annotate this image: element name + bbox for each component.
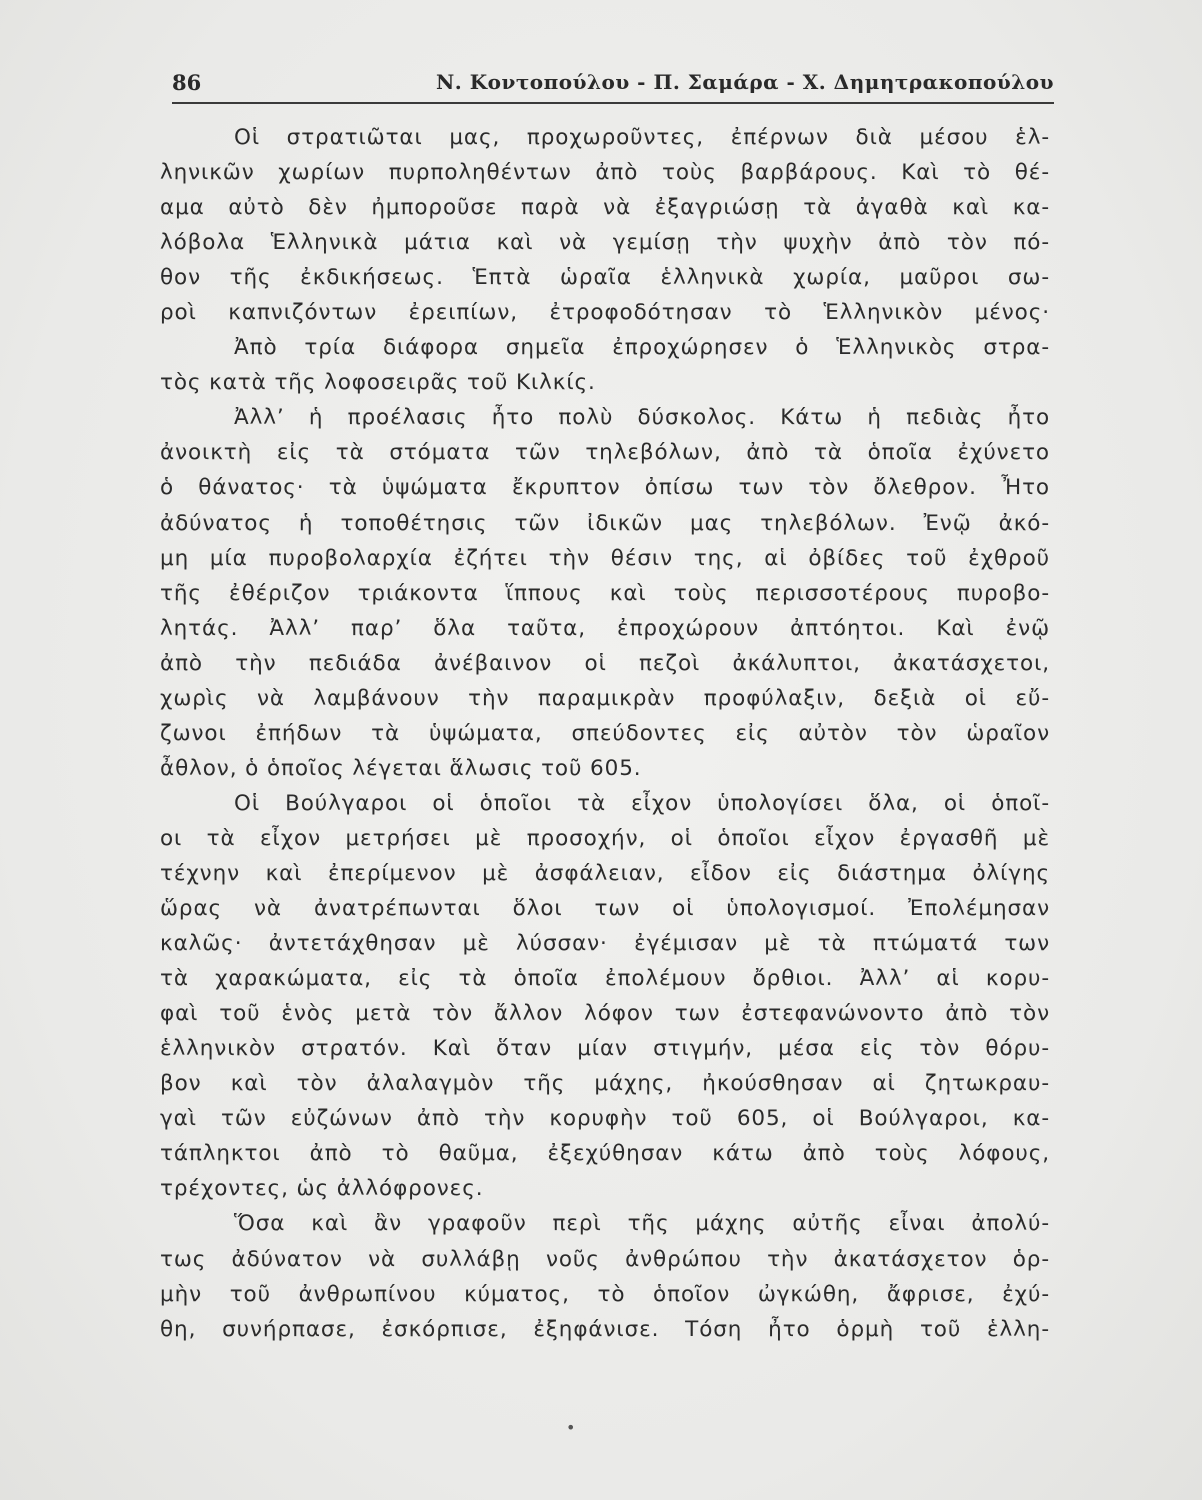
text-line: τρέχοντες, ὡς ἀλλόφρονες.: [160, 1176, 484, 1202]
text-line: ἀνοικτὴ εἰς τὰ στόματα τῶν τηλεβόλων, ἀπὸ τὰ ὁποῖα ἐχύνετο: [160, 440, 1050, 466]
page-number: 86: [172, 70, 202, 95]
text-line: τως ἀδύνατον νὰ συλλάβῃ νοῦς ἀνθρώπου τὴν ἀκατάσχετον ὁρ-: [160, 1246, 1050, 1272]
text-line: γαὶ τῶν εὐζώνων ἀπὸ τὴν κορυφὴν τοῦ 605, οἱ Βούλγαροι, κα-: [160, 1106, 1050, 1132]
text-line: μη μία πυροβολαρχία ἐζήτει τὴν θέσιν της, αἱ ὀβίδες τοῦ ἐχθροῦ: [160, 545, 1050, 571]
text-line: βον καὶ τὸν ἀλαλαγμὸν τῆς μάχης, ἠκούσθησαν αἱ ζητωκραυ-: [160, 1071, 1050, 1097]
text-line: λητάς. Ἀλλ’ παρ’ ὅλα ταῦτα, ἐπροχώρουν ἀπτόητοι. Καὶ ἐνῷ: [160, 615, 1050, 641]
text-line: ληνικῶν χωρίων πυρποληθέντων ἀπὸ τοὺς βαρβάρους. Καὶ τὸ θέ-: [160, 160, 1050, 186]
text-line: τέχνην καὶ ἐπερίμενον μὲ ἀσφάλειαν, εἶδον εἰς διάστημα ὀλίγης: [160, 860, 1050, 886]
text-line: φαὶ τοῦ ἑνὸς μετὰ τὸν ἄλλον λόφον των ἐστεφανώνοντο ἀπὸ τὸν: [160, 1001, 1050, 1027]
text-line: ροὶ καπνιζόντων ἐρειπίων, ἐτροφοδότησαν τὸ Ἑλληνικὸν μένος·: [160, 300, 1050, 326]
text-line: χωρὶς νὰ λαμβάνουν τὴν παραμικρὰν προφύλαξιν, δεξιὰ οἱ εὔ-: [160, 685, 1050, 711]
text-line: καλῶς· ἀντετάχθησαν μὲ λύσσαν· ἐγέμισαν μὲ τὰ πτώματά των: [160, 931, 1050, 957]
print-speck: •: [566, 1418, 576, 1437]
text-line: θη, συνήρπασε, ἐσκόρπισε, ἐξηφάνισε. Τόση ἦτο ὁρμὴ τοῦ ἑλλη-: [160, 1316, 1050, 1342]
text-line: ἀδύνατος ἡ τοποθέτησις τῶν ἰδικῶν μας τηλεβόλων. Ἐνῷ ἀκό-: [160, 510, 1050, 536]
text-line: λόβολα Ἑλληνικὰ μάτια καὶ νὰ γεμίσῃ τὴν ψυχὴν ἀπὸ τὸν πό-: [160, 230, 1050, 256]
text-line: τὰ χαρακώματα, εἰς τὰ ὁποῖα ἐπολέμουν ὄρθιοι. Ἀλλ’ αἱ κορυ-: [160, 966, 1050, 992]
text-line: θον τῆς ἐκδικήσεως. Ἑπτὰ ὡραῖα ἑλληνικὰ χωρία, μαῦροι σω-: [160, 265, 1050, 291]
text-line: ὁ θάνατος· τὰ ὑψώματα ἔκρυπτον ὀπίσω των τὸν ὄλεθρον. Ἦτο: [160, 475, 1050, 501]
text-line: Ὅσα καὶ ἂν γραφοῦν περὶ τῆς μάχης αὐτῆς εἶναι ἀπολύ-: [234, 1211, 1050, 1237]
text-line: Ἀλλ’ ἡ προέλασις ἦτο πολὺ δύσκολος. Κάτω ἡ πεδιὰς ἦτο: [234, 405, 1050, 431]
body-text: [160, 120, 1050, 1347]
text-line: ἆθλον, ὁ ὁποῖος λέγεται ἅλωσις τοῦ 605.: [160, 755, 642, 781]
text-line: ζωνοι ἐπήδων τὰ ὑψώματα, σπεύδοντες εἰς αὐτὸν τὸν ὡραῖον: [160, 720, 1050, 746]
text-line: τάπληκτοι ἀπὸ τὸ θαῦμα, ἐξεχύθησαν κάτω ἀπὸ τοὺς λόφους,: [160, 1141, 1050, 1167]
text-line: Οἱ Βούλγαροι οἱ ὁποῖοι τὰ εἶχον ὑπολογίσει ὅλα, οἱ ὁποῖ-: [234, 790, 1050, 816]
text-line: Ἀπὸ τρία διάφορα σημεῖα ἐπροχώρησεν ὁ Ἑλληνικὸς στρα-: [234, 335, 1050, 361]
text-line: τῆς ἐθέριζον τριάκοντα ἵππους καὶ τοὺς περισσοτέρους πυροβο-: [160, 580, 1050, 606]
page-header: [172, 68, 1054, 104]
text-line: ὥρας νὰ ἀνατρέπωνται ὅλοι των οἱ ὑπολογισμοί. Ἐπολέμησαν: [160, 896, 1050, 922]
text-line: οι τὰ εἶχον μετρήσει μὲ προσοχήν, οἱ ὁποῖοι εἶχον ἐργασθῆ μὲ: [160, 825, 1050, 851]
text-line: τὸς κατὰ τῆς λοφοσειρᾶς τοῦ Κιλκίς.: [160, 370, 596, 396]
running-title: Ν. Κοντοπούλου - Π. Σαμάρα - Χ. Δημητρακοπούλου: [436, 70, 1054, 94]
text-line: ἀπὸ τὴν πεδιάδα ἀνέβαινον οἱ πεζοὶ ἀκάλυπτοι, ἀκατάσχετοι,: [160, 650, 1050, 676]
text-line: μὴν τοῦ ἀνθρωπίνου κύματος, τὸ ὁποῖον ὠγκώθη, ἄφρισε, ἐχύ-: [160, 1281, 1050, 1307]
text-line: αμα αὐτὸ δὲν ἠμποροῦσε παρὰ νὰ ἐξαγριώσῃ τὰ ἀγαθὰ καὶ κα-: [160, 195, 1050, 221]
text-line: ἑλληνικὸν στρατόν. Καὶ ὅταν μίαν στιγμήν, μέσα εἰς τὸν θόρυ-: [160, 1036, 1050, 1062]
text-line: Οἱ στρατιῶται μας, προχωροῦντες, ἐπέρνων διὰ μέσου ἑλ-: [234, 125, 1050, 150]
